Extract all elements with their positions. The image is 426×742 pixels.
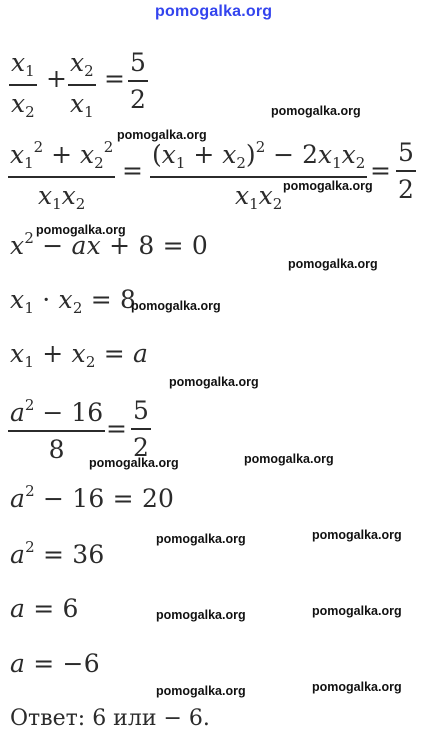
watermark-text: pomogalka.org — [156, 532, 246, 546]
watermark-text: pomogalka.org — [169, 375, 259, 389]
fraction-x2-over-x1: $x_2$ $x_1$ — [70, 48, 94, 121]
watermark-text: pomogalka.org — [36, 223, 126, 237]
fraction-5-over-2: 5 2 — [398, 138, 414, 204]
watermark-text: pomogalka.org — [271, 104, 361, 118]
fraction-square-of-sum: $(x_1 + x_2)^2 - 2x_1x_2$ $x_1x_2$ — [152, 138, 366, 213]
watermark-text: pomogalka.org — [244, 452, 334, 466]
watermark-text: pomogalka.org — [312, 604, 402, 618]
equation-8: $a^2 = 36$ — [10, 538, 105, 569]
watermark-text: pomogalka.org — [312, 528, 402, 542]
answer-line: Ответ: 6 или − 6. — [10, 706, 210, 731]
watermark-text: pomogalka.org — [156, 684, 246, 698]
equation-5: $x_1 + x_2 = a$ — [10, 339, 149, 371]
equation-7: $a^2 - 16 = 20$ — [10, 482, 175, 513]
watermark-text: pomogalka.org — [89, 456, 179, 470]
equation-4: $x_1 \cdot x_2 = 8$ — [10, 285, 137, 317]
fraction-x1-over-x2: $x_1$ $x_2$ — [11, 48, 35, 121]
watermark-text: pomogalka.org — [288, 257, 378, 271]
fraction-5-over-2: 5 2 — [133, 396, 149, 462]
equation-3: $x^2$ − ax + 8 = 0 — [10, 229, 209, 260]
watermark-text: pomogalka.org — [117, 128, 207, 142]
equation-9: a = 6 — [10, 594, 79, 623]
fraction-5-over-2: 5 2 — [130, 48, 146, 114]
watermark-text: pomogalka.org — [283, 179, 373, 193]
watermark-text: pomogalka.org — [131, 299, 221, 313]
watermark-text: pomogalka.org — [156, 608, 246, 622]
fraction-sum-squares: $x_1^2 + x_2^2$ $x_1x_2$ — [10, 138, 114, 213]
fraction-a2-minus-16-over-8: $a^2 - 16$ 8 — [10, 396, 104, 464]
site-header-watermark: pomogalka.org — [155, 3, 273, 20]
watermark-text: pomogalka.org — [312, 680, 402, 694]
equation-10: a = −6 — [10, 649, 100, 678]
